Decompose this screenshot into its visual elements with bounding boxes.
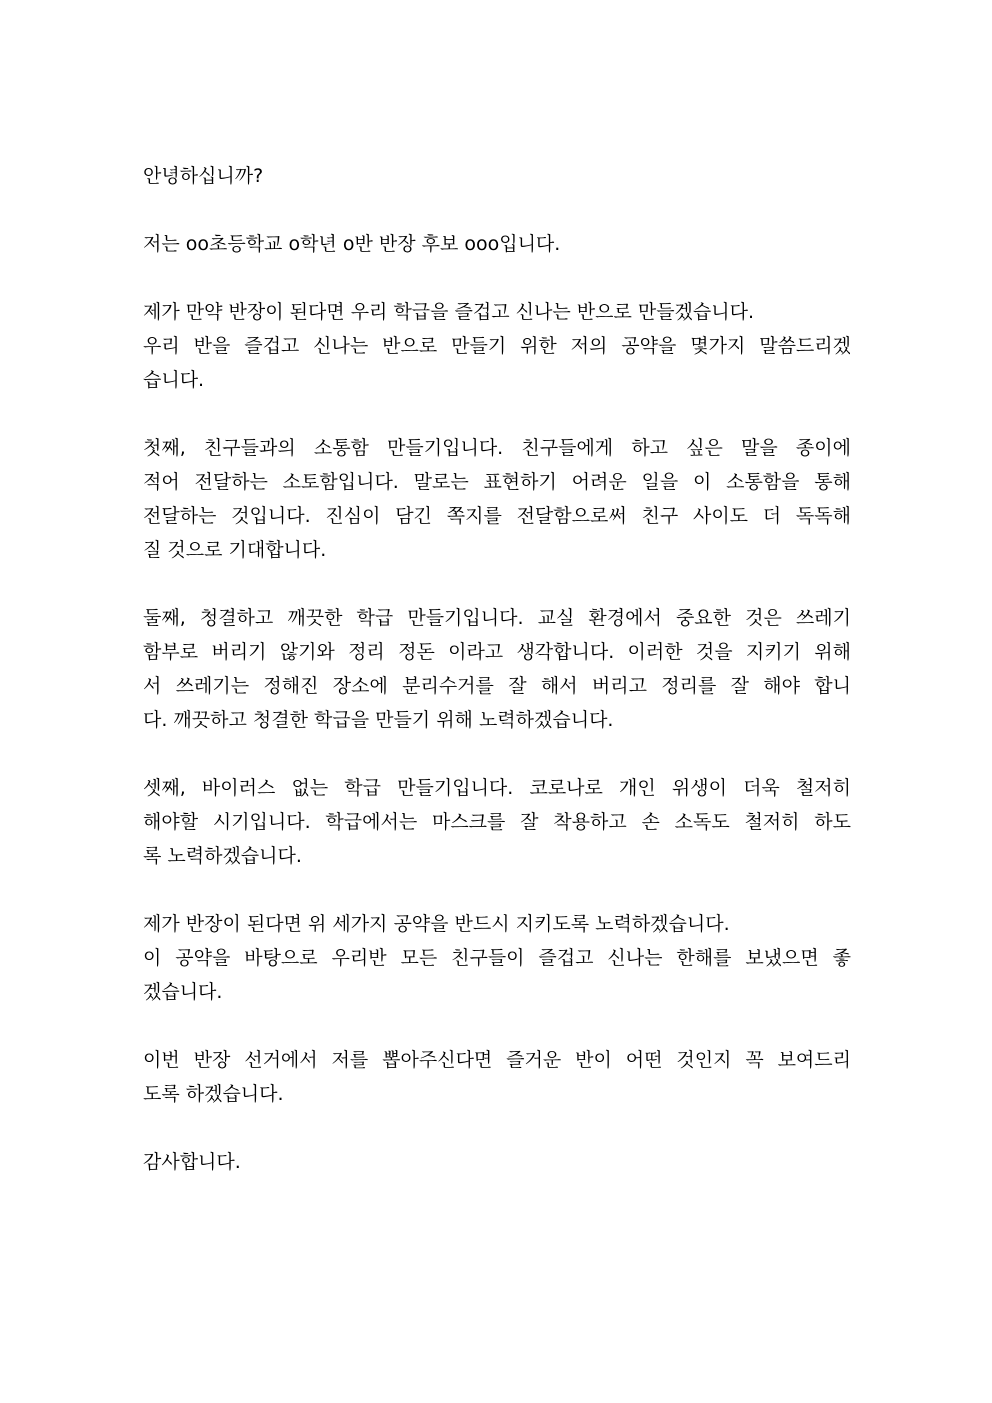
pledge-two-paragraph [143, 601, 851, 737]
text-line: 겠습니다. [143, 981, 223, 1003]
text-line: 이번 반장 선거에서 저를 뽑아주신다면 즐거운 반이 어떤 것인지 꼭 보여드리 [143, 1049, 851, 1071]
commitment-paragraph [143, 907, 851, 1009]
pledge-three-paragraph [143, 771, 851, 873]
text-line: 록 노력하겠습니다. [143, 845, 302, 867]
text-line: 습니다. [143, 369, 205, 391]
text-line: 둘째, 청결하고 깨끗한 학급 만들기입니다. 교실 환경에서 중요한 것은 쓰레기 [143, 607, 851, 629]
closing-paragraph [143, 1145, 851, 1179]
text-line: 제가 반장이 된다면 위 세가지 공약을 반드시 지키도록 노력하겠습니다. [143, 913, 730, 935]
text-line: 우리 반을 즐겁고 신나는 반으로 만들기 위한 저의 공약을 몇가지 말씀드리겠 [143, 335, 851, 357]
text-line: 다. 깨끗하고 청결한 학급을 만들기 위해 노력하겠습니다. [143, 709, 614, 731]
text-line: 감사합니다. [143, 1151, 241, 1173]
document-body [143, 159, 851, 1213]
greeting-paragraph [143, 159, 851, 193]
text-line: 해야할 시기입니다. 학급에서는 마스크를 잘 착용하고 손 소독도 철저히 하도 [143, 811, 851, 833]
goal-paragraph [143, 295, 851, 397]
text-line: 셋째, 바이러스 없는 학급 만들기입니다. 코로나로 개인 위생이 더욱 철저히 [143, 777, 851, 799]
text-line: 전달하는 것입니다. 진심이 담긴 쪽지를 전달함으로써 친구 사이도 더 독독해 [143, 505, 851, 527]
text-line: 도록 하겠습니다. [143, 1083, 284, 1105]
appeal-paragraph [143, 1043, 851, 1111]
introduction-paragraph [143, 227, 851, 261]
text-line: 함부로 버리기 않기와 정리 정돈 이라고 생각합니다. 이러한 것을 지키기 위해 [143, 641, 851, 663]
text-line: 질 것으로 기대합니다. [143, 539, 327, 561]
text-line: 첫째, 친구들과의 소통함 만들기입니다. 친구들에게 하고 싶은 말을 종이에 [143, 437, 851, 459]
text-line: 서 쓰레기는 정해진 장소에 분리수거를 잘 해서 버리고 정리를 잘 해야 합니 [143, 675, 851, 697]
text-line: 적어 전달하는 소토함입니다. 말로는 표현하기 어려운 일을 이 소통함을 통해 [143, 471, 851, 493]
text-line: 안녕하십니까? [143, 165, 264, 187]
text-line: 이 공약을 바탕으로 우리반 모든 친구들이 즐겁고 신나는 한해를 보냈으면 좋 [143, 947, 851, 969]
text-line: 제가 만약 반장이 된다면 우리 학급을 즐겁고 신나는 반으로 만들겠습니다. [143, 301, 755, 323]
pledge-one-paragraph [143, 431, 851, 567]
text-line: 저는 oo초등학교 o학년 o반 반장 후보 ooo입니다. [143, 233, 561, 255]
